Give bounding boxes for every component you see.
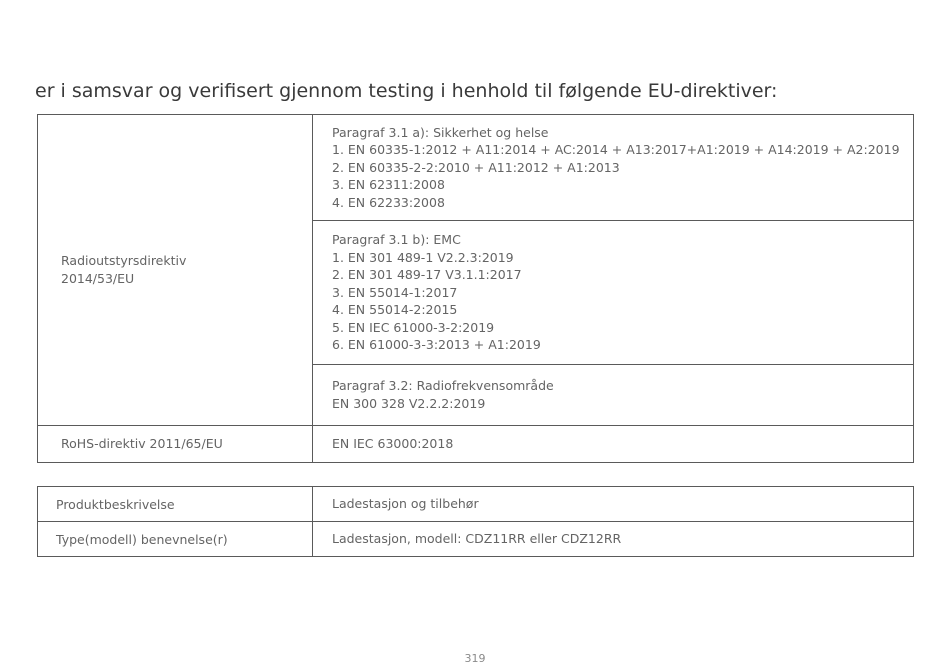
standard-item: EN 300 328 V2.2.2:2019 xyxy=(332,396,486,411)
page-heading: er i samsvar og verifisert gjennom testing i henhold til følgende EU-direktiver: xyxy=(35,80,778,102)
product-description-label: Produktbeskrivelse xyxy=(38,487,313,522)
directive-table xyxy=(37,114,914,463)
model-designation-label: Type(modell) benevnelse(r) xyxy=(38,522,313,557)
standard-item: 3. EN 62311:2008 xyxy=(332,177,445,193)
section-title: Paragraf 3.1 a): Sikkerhet og helse xyxy=(332,124,549,140)
radio-directive-number: 2014/53/EU xyxy=(61,271,135,286)
section-safety-health xyxy=(313,115,914,221)
rohs-directive-label: RoHS-direktiv 2011/65/EU xyxy=(38,426,313,463)
standard-item: 2. EN 60335-2-2:2010 + A11:2012 + A1:2013 xyxy=(332,159,620,175)
standard-item: 2. EN 301 489-17 V3.1.1:2017 xyxy=(332,267,522,283)
table-row xyxy=(38,426,914,463)
standard-item: 4. EN 55014-2:2015 xyxy=(332,302,458,318)
standard-item: 4. EN 62233:2008 xyxy=(332,194,445,210)
model-designation-value: Ladestasjon, modell: CDZ11RR eller CDZ12RR xyxy=(313,522,914,557)
radio-directive-cell xyxy=(38,115,313,426)
standard-item: 5. EN IEC 61000-3-2:2019 xyxy=(332,319,495,335)
table-row xyxy=(38,487,914,522)
radio-directive-label: Radioutstyrsdirektiv xyxy=(61,253,187,268)
product-table xyxy=(37,486,914,557)
product-description-value: Ladestasjon og tilbehør xyxy=(313,487,914,522)
table-row xyxy=(38,115,914,221)
standard-item: 3. EN 55014-1:2017 xyxy=(332,284,458,300)
standard-item: 1. EN 60335-1:2012 + A11:2014 + AC:2014 + A13:2017+A1:2019 + A14:2019 + A2:2019 xyxy=(332,142,900,158)
section-radio-frequency xyxy=(313,365,914,426)
section-emc xyxy=(313,221,914,365)
standard-item: 6. EN 61000-3-3:2013 + A1:2019 xyxy=(332,337,541,353)
page-number: 319 xyxy=(464,652,486,665)
section-title: Paragraf 3.2: Radiofrekvensområde xyxy=(332,378,554,394)
table-row xyxy=(38,522,914,557)
standard-item: 1. EN 301 489-1 V2.2.3:2019 xyxy=(332,249,514,265)
section-title: Paragraf 3.1 b): EMC xyxy=(332,231,461,247)
rohs-standard: EN IEC 63000:2018 xyxy=(313,426,914,463)
